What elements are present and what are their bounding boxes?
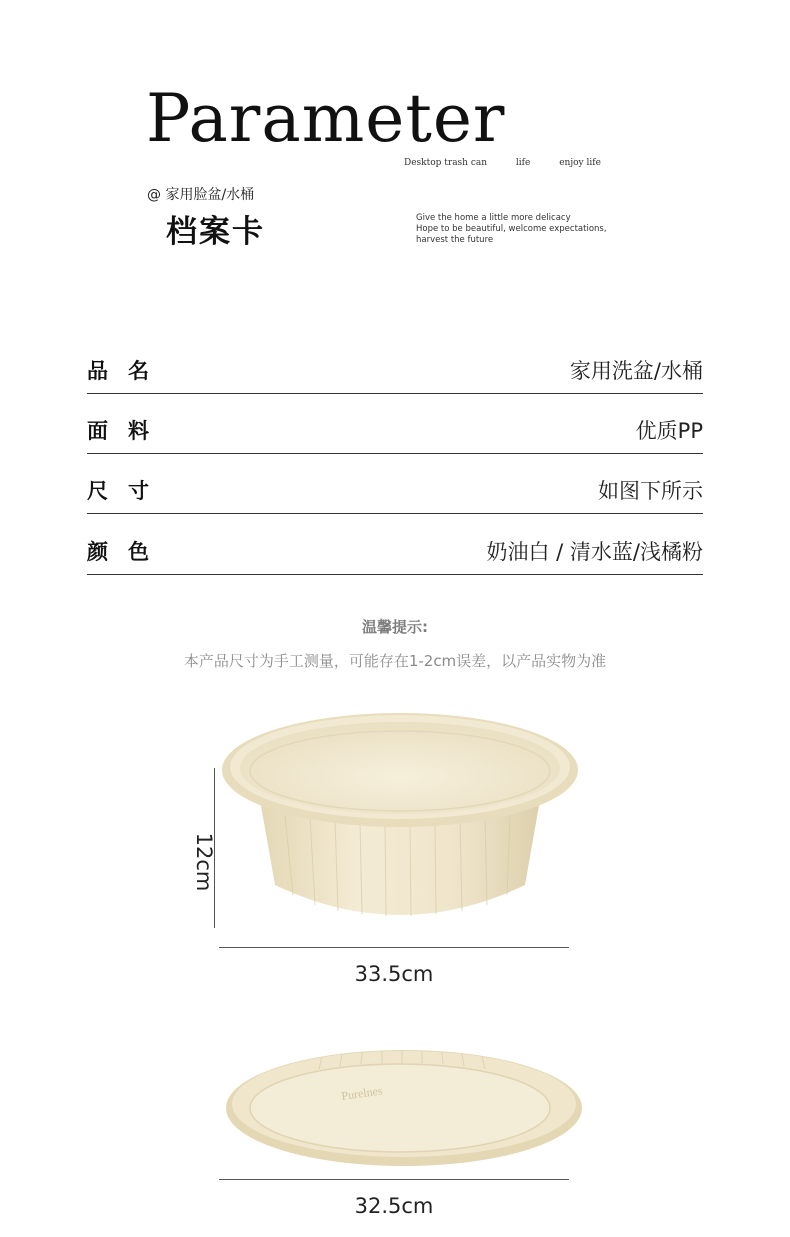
basin-image bbox=[215, 705, 585, 935]
basin-bottom-image bbox=[222, 1042, 586, 1170]
bottom-width-label: 32.5cm bbox=[354, 1194, 434, 1218]
width-label: 33.5cm bbox=[354, 962, 434, 986]
page-title: Parameter bbox=[146, 80, 506, 157]
param-value: 奶油白 / 清水蓝/浅橘粉 bbox=[486, 540, 703, 564]
param-key: 品名 bbox=[87, 359, 169, 383]
param-value: 优质PP bbox=[635, 419, 703, 443]
width-dimension-line bbox=[219, 947, 569, 948]
param-row-size bbox=[87, 453, 703, 514]
tag-2: life bbox=[515, 158, 531, 168]
param-row-name bbox=[87, 333, 703, 394]
param-row-material bbox=[87, 393, 703, 454]
tagline bbox=[404, 158, 627, 168]
height-label: 12cm bbox=[192, 832, 216, 892]
subtitle: @ 家用脸盆/水桶 bbox=[147, 187, 255, 203]
card-title: 档案卡 bbox=[166, 214, 265, 250]
param-value: 如图下所示 bbox=[598, 479, 703, 503]
tag-3: enjoy life bbox=[559, 158, 601, 168]
bottom-dimension-line bbox=[219, 1179, 569, 1180]
slogan bbox=[416, 213, 646, 246]
param-key: 颜色 bbox=[87, 540, 169, 564]
slogan-line-2: Hope to be beautiful, welcome expectations, bbox=[416, 224, 607, 234]
tip-text: 本产品尺寸为手工测量，可能存在1-2cm误差，以产品实物为准 bbox=[183, 652, 607, 670]
param-row-color bbox=[87, 514, 703, 575]
slogan-line-3: harvest the future bbox=[416, 235, 494, 245]
slogan-line-1: Give the home a little more delicacy bbox=[416, 213, 571, 223]
tip-title: 温馨提示: bbox=[362, 618, 428, 636]
brand-logo: Purelnes bbox=[340, 1083, 384, 1103]
param-key: 尺寸 bbox=[87, 479, 169, 503]
tag-1: Desktop trash can bbox=[404, 158, 488, 168]
param-value: 家用洗盆/水桶 bbox=[569, 359, 703, 383]
param-key: 面料 bbox=[87, 419, 169, 443]
